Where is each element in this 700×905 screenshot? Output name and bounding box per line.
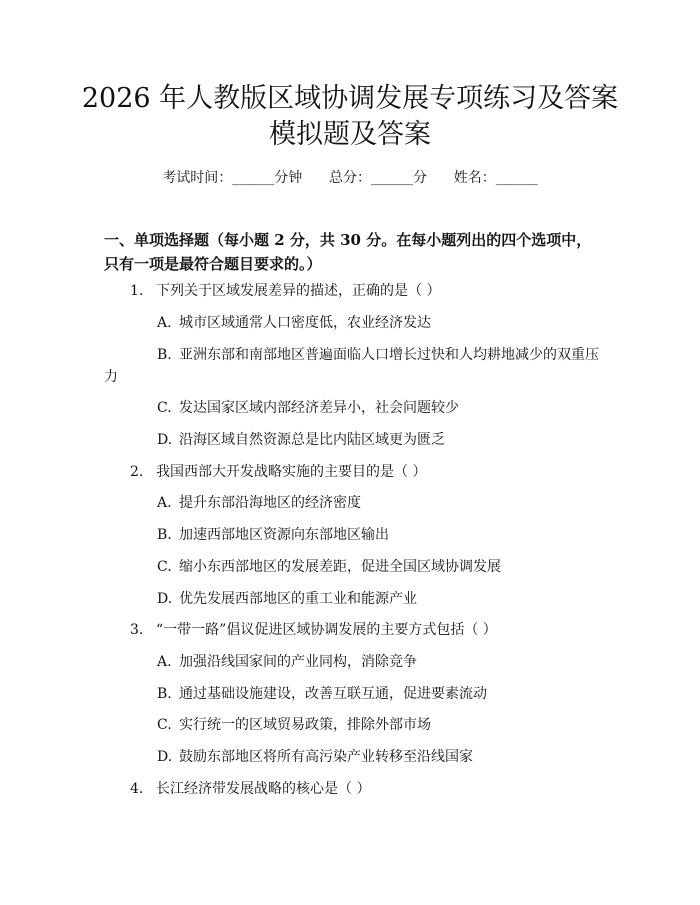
option-letter: C. [157,400,172,416]
option-letter: A. [157,654,172,670]
title-line-2: 模拟题及答案 [269,119,431,150]
option-3c [157,715,431,735]
option-3d [157,747,473,767]
question-number: 4. [130,781,144,797]
exam-info-line: 考试时间：______分钟 总分：______分 姓名：______ [162,170,538,186]
question-number: 3. [130,622,144,638]
option-text: 沿海区域自然资源总是比内陆区域更为匮乏 [179,432,445,448]
option-letter: D. [157,591,173,607]
option-text: 实行统一的区域贸易政策，排除外部市场 [179,717,431,733]
option-1b-continuation: 力 [104,369,118,385]
option-text: 鼓励东部地区将所有高污染产业转移至沿线国家 [179,749,473,765]
option-2a [157,493,361,513]
question-number: 2. [130,464,144,480]
option-letter: C. [157,559,172,575]
option-letter: D. [157,432,173,448]
option-text: 优先发展西部地区的重工业和能源产业 [179,591,417,607]
question-1 [130,281,440,301]
option-2d [157,589,417,609]
option-text: 发达国家区域内部经济差异小，社会问题较少 [179,400,459,416]
option-1a [157,313,431,333]
option-3b [157,684,487,704]
option-1d [157,430,445,450]
question-2 [130,462,426,482]
option-letter: D. [157,749,173,765]
option-2b [157,525,389,545]
option-text: 缩小东西部地区的发展差距，促进全国区域协调发展 [179,559,501,575]
option-1b [157,345,599,365]
option-text: 加强沿线国家间的产业同构，消除竞争 [179,654,417,670]
question-text: 我国西部大开发战略实施的主要目的是（ ） [156,464,427,480]
question-3 [130,620,497,640]
option-text: 提升东部沿海地区的经济密度 [179,495,361,511]
question-number: 1. [130,283,144,299]
question-text: 长江经济带发展战略的核心是（ ） [156,781,371,797]
question-4 [130,779,370,799]
question-text: 下列关于区域发展差异的描述，正确的是（ ） [156,283,441,299]
option-letter: B. [157,347,172,363]
option-letter: A. [157,315,172,331]
option-2c [157,557,501,577]
title-line-1: 2026 年人教版区域协调发展专项练习及答案 [81,83,619,114]
option-letter: C. [157,717,172,733]
question-text: “一带一路”倡议促进区域协调发展的主要方式包括（ ） [156,622,497,638]
option-letter: A. [157,495,172,511]
option-text: 通过基础设施建设，改善互联互通，促进要素流动 [179,686,487,702]
option-3a [157,652,417,672]
option-text: 城市区域通常人口密度低，农业经济发达 [179,315,431,331]
section-heading: 一、单项选择题（每小题 2 分，共 30 分。在每小题列出的四个选项中，只有一项是最符合题目要求的。） [104,231,592,273]
option-letter: B. [157,686,172,702]
option-text: 加速西部地区资源向东部地区输出 [179,527,389,543]
option-text: 亚洲东部和南部地区普遍面临人口增长过快和人均耕地减少的双重压 [179,347,599,363]
option-1c [157,398,459,418]
option-letter: B. [157,527,172,543]
